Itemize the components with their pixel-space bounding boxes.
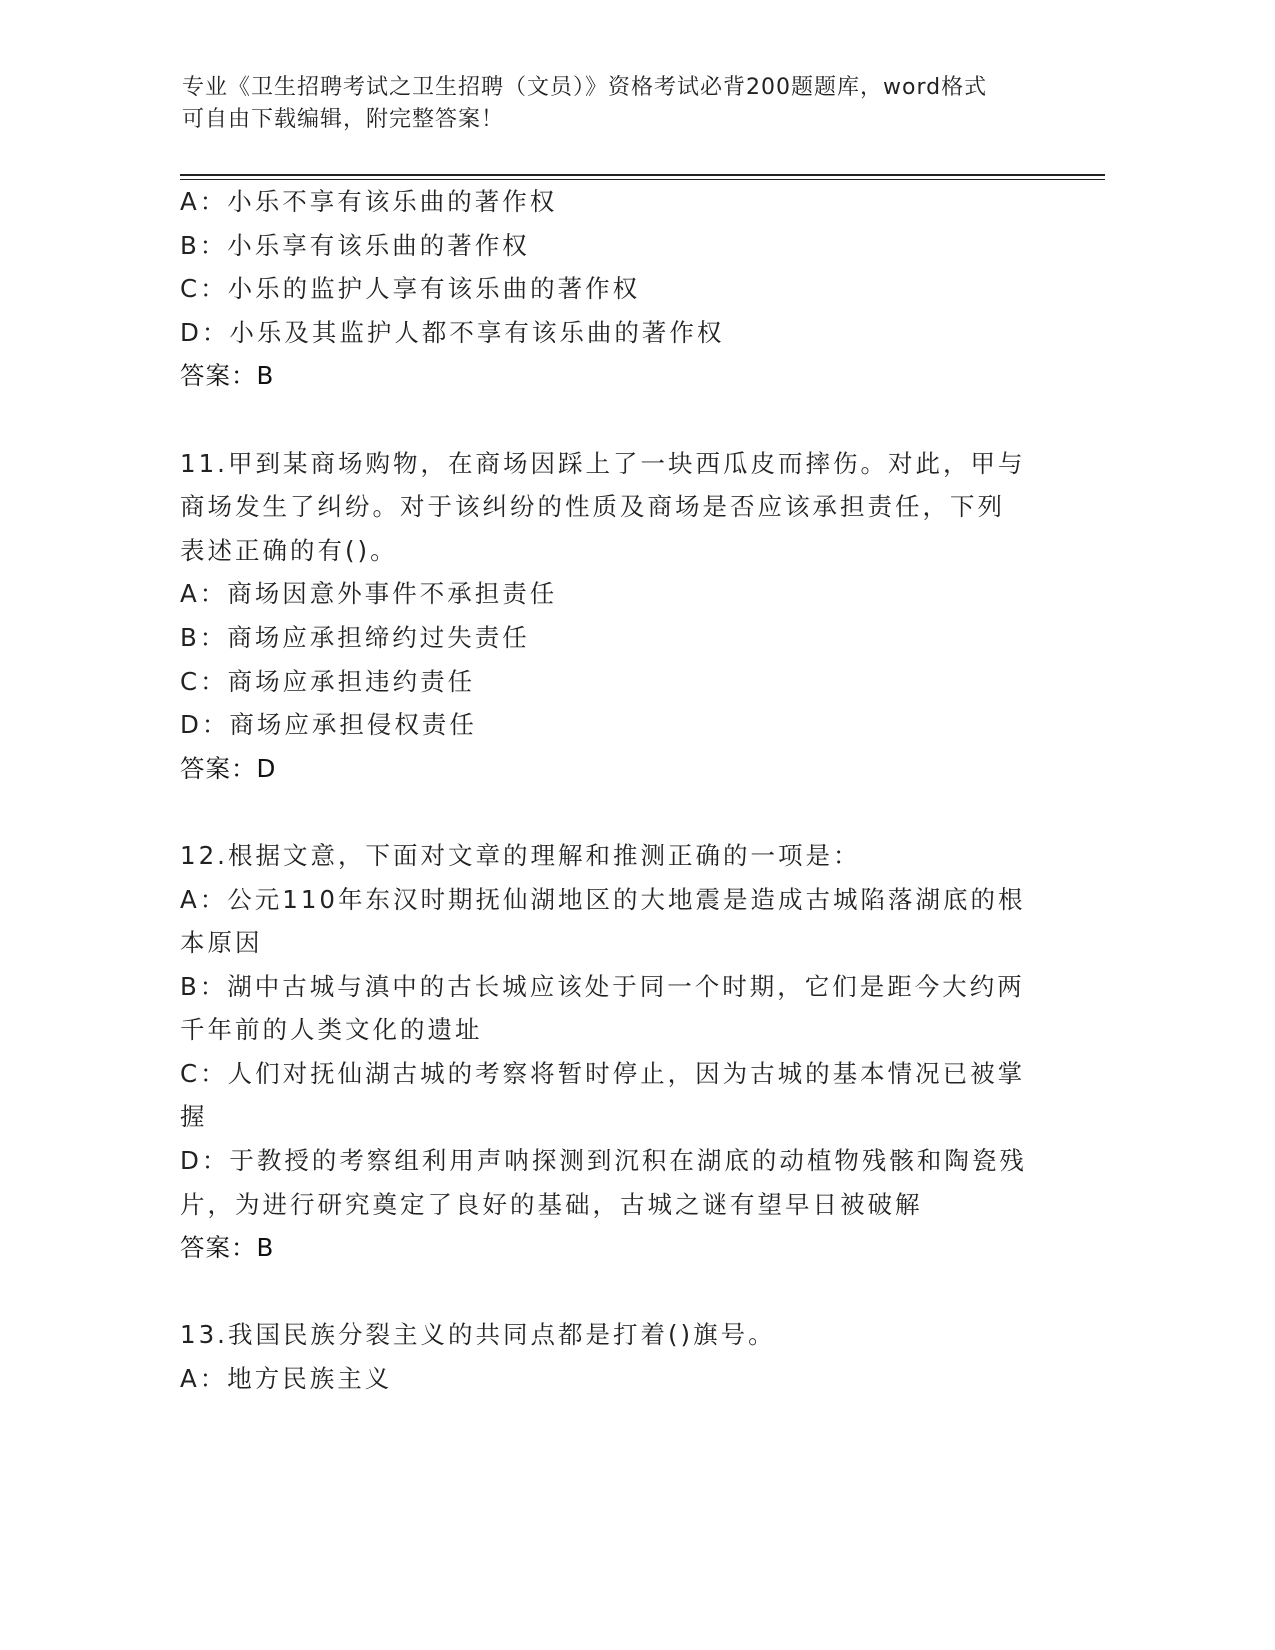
q12-option-c-line: C：人们对抚仙湖古城的考察将暂时停止，因为古城的基本情况已被掌 [180,1058,1026,1088]
q11-option-b: B：商场应承担缔约过失责任 [180,622,530,652]
q10-answer: 答案：B [180,361,275,391]
question-11 [180,442,1040,791]
q11-stem-line: 表述正确的有()。 [180,535,398,565]
q10-option-b: B：小乐享有该乐曲的著作权 [180,230,530,260]
question-13 [180,1313,1040,1400]
spacer [180,1270,1040,1314]
q12-option-a-line: 本原因 [180,928,263,958]
q12-option-b-line: B：湖中古城与滇中的古长城应该处于同一个时期，它们是距今大约两 [180,971,1025,1001]
q12-stem: 12.根据文意，下面对文章的理解和推测正确的一项是： [180,840,861,870]
q11-option-d: D：商场应承担侵权责任 [180,710,477,740]
q10-option-a: A：小乐不享有该乐曲的著作权 [180,187,558,216]
header-line-2: 可自由下载编辑，附完整答案！ [182,107,505,132]
q12-option-b-line: 千年前的人类文化的遗址 [180,1015,483,1045]
q11-stem-line: 11.甲到某商场购物，在商场因踩上了一块西瓜皮而摔伤。对此，甲与 [180,448,1026,478]
q10-option-c: C：小乐的监护人享有该乐曲的著作权 [180,274,641,304]
q12-option-c-line: 握 [180,1102,208,1132]
spacer [180,790,1040,834]
q12-option-d-line: D：于教授的考察组利用声呐探测到沉积在湖底的动植物残骸和陶瓷残 [180,1146,1027,1176]
q12-option-d-line: 片，为进行研究奠定了良好的基础，古城之谜有望早日被破解 [180,1189,923,1219]
q12-answer: 答案：B [180,1233,275,1263]
spacer [180,398,1040,442]
header-rule-thick [180,174,1105,176]
q10-option-d: D：小乐及其监护人都不享有该乐曲的著作权 [180,317,725,347]
header-line-1: 专业《卫生招聘考试之卫生招聘（文员）》资格考试必背200题题库，word格式 [182,75,988,100]
q11-option-a: A：商场因意外事件不承担责任 [180,579,558,609]
q13-option-a: A：地方民族主义 [180,1364,393,1394]
question-10 [180,180,1040,398]
q13-stem: 13.我国民族分裂主义的共同点都是打着()旗号。 [180,1320,776,1350]
q11-stem-line: 商场发生了纠纷。对于该纠纷的性质及商场是否应该承担责任，下列 [180,492,1005,522]
q12-option-a-line: A：公元110年东汉时期抚仙湖地区的大地震是造成古城陷落湖底的根 [180,884,1026,914]
q11-answer: 答案：D [180,753,277,783]
question-12 [180,834,1040,1270]
question-list [180,180,1040,1401]
q11-option-c: C：商场应承担违约责任 [180,666,476,696]
page-header [182,72,1062,136]
